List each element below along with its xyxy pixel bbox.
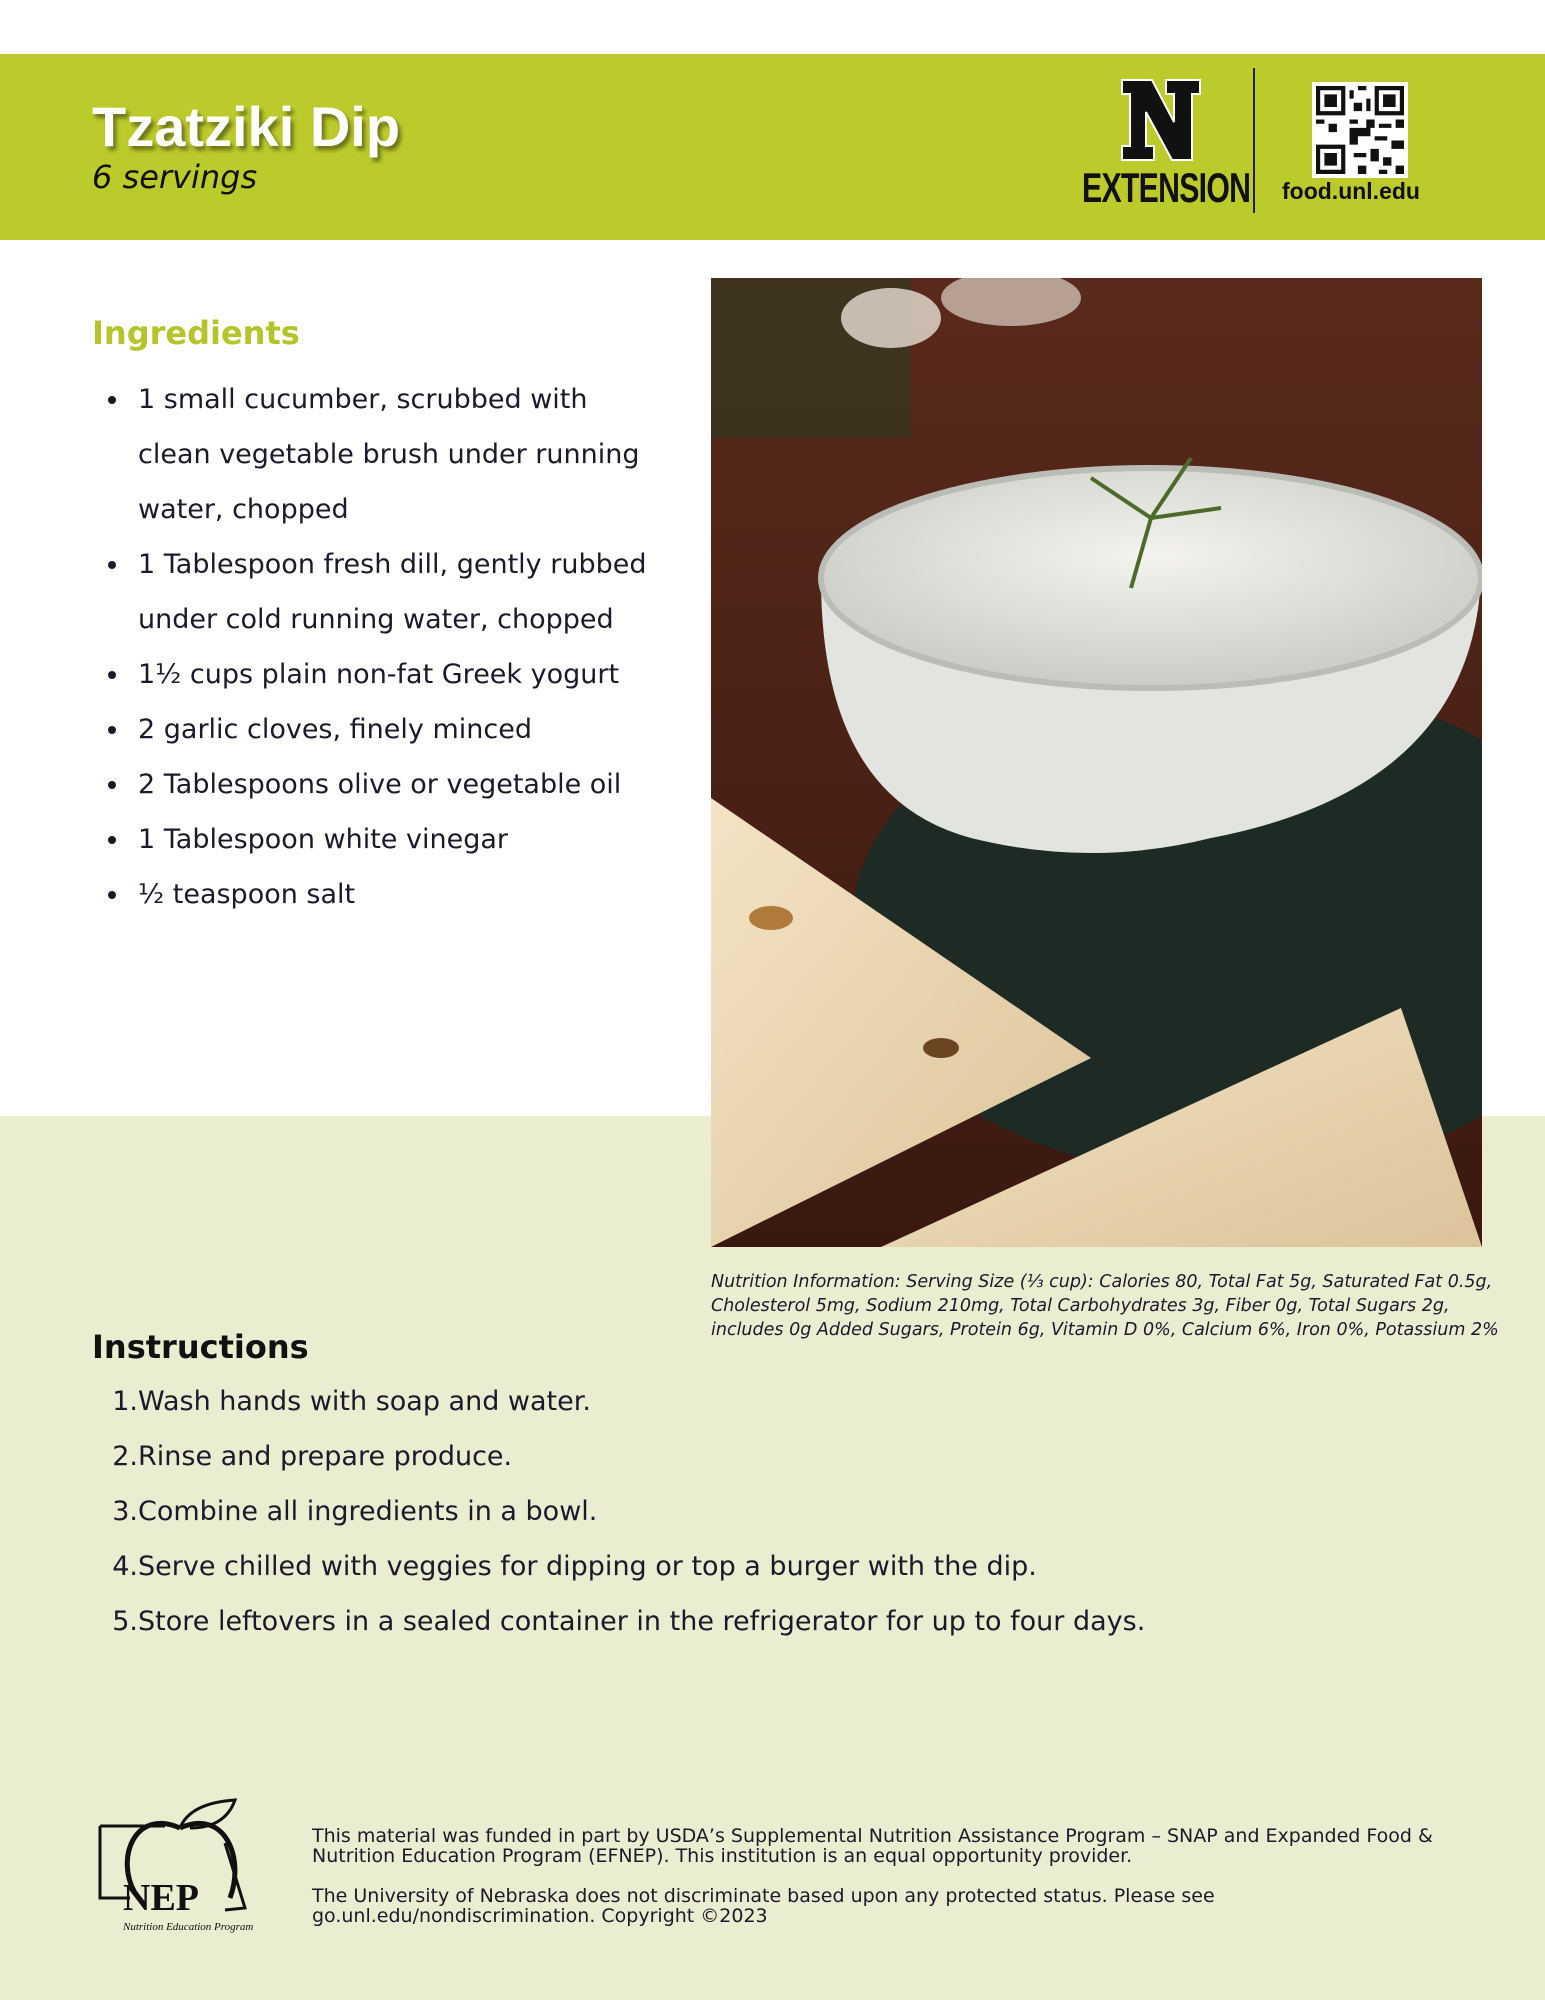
funding-statement: This material was funded in part by USDA’s Supplemental Nutrition Assistance Program – SNAP and Expanded Food & Nutrition Education Program (EFNEP). This institution is an equal opportunity provider. [312,1825,1433,1867]
ingredient-item: 1½ cups plain non-fat Greek yogurt [138,647,658,702]
tzatziki-photo [711,278,1482,1247]
nondiscrimination-statement: The University of Nebraska does not discriminate based upon any protected status. Please see go.unl.edu/nondiscrimination. Copyright ©2023 [312,1885,1215,1927]
ingredient-item: 2 garlic cloves, finely minced [138,702,658,757]
step-number: 3. [112,1496,138,1527]
website-link[interactable]: food.unl.edu [1282,178,1420,204]
instructions-list [100,1374,1145,1649]
step-text: Store leftovers in a sealed container in the refrigerator for up to four days. [138,1606,1146,1637]
servings: 6 servings [92,158,258,196]
divider [1253,68,1255,213]
ingredient-item: ½ teaspoon salt [138,867,658,922]
step-text: Wash hands with soap and water. [138,1386,591,1417]
ingredient-item: 1 Tablespoon fresh dill, gently rubbed under cold running water, chopped [138,537,658,647]
instructions-heading: Instructions [92,1328,309,1366]
step-number: 4. [112,1551,138,1582]
instruction-step [100,1429,1145,1484]
ingredients-list [138,372,658,922]
apple-logo-icon [95,1798,275,1934]
nep-logo-text: NEP [123,1877,199,1919]
step-text: Serve chilled with veggies for dipping or top a burger with the dip. [138,1551,1037,1582]
ingredient-item: 1 small cucumber, scrubbed with clean vegetable brush under running water, chopped [138,372,658,537]
header-banner [0,54,1545,240]
recipe-title: Tzatziki Dip [92,95,401,158]
extension-logo-text: EXTENSION [1082,164,1251,211]
instruction-step [100,1484,1145,1539]
instruction-step [100,1594,1145,1649]
instruction-step [100,1539,1145,1594]
ingredient-item: 1 Tablespoon white vinegar [138,812,658,867]
nutrition-information: Nutrition Information: Serving Size (⅓ cup): Calories 80, Total Fat 5g, Saturated Fat 0.5g, Cholesterol 5mg, Sodium 210mg, Total Carbohydrates 3g, Fiber 0g, Total Sugars 2g, includes 0g Added Sugars, Protein 6g, Vitamin D 0%, Calcium 6%, Iron 0%, Potassium 2% [711,1272,1499,1340]
ingredients-heading: Ingredients [92,314,300,352]
step-number: 2. [112,1441,138,1472]
instruction-step [100,1374,1145,1429]
nep-logo [95,1798,275,1934]
step-text: Rinse and prepare produce. [138,1441,513,1472]
step-text: Combine all ingredients in a bowl. [138,1496,598,1527]
step-number: 5. [112,1606,138,1637]
nebraska-n-logo-icon [1120,78,1202,162]
step-number: 1. [112,1386,138,1417]
svg-text:Nutrition Education Program: Nutrition Education Program [123,1921,254,1933]
ingredient-item: 2 Tablespoons olive or vegetable oil [138,757,658,812]
qr-code-icon[interactable] [1312,82,1408,178]
